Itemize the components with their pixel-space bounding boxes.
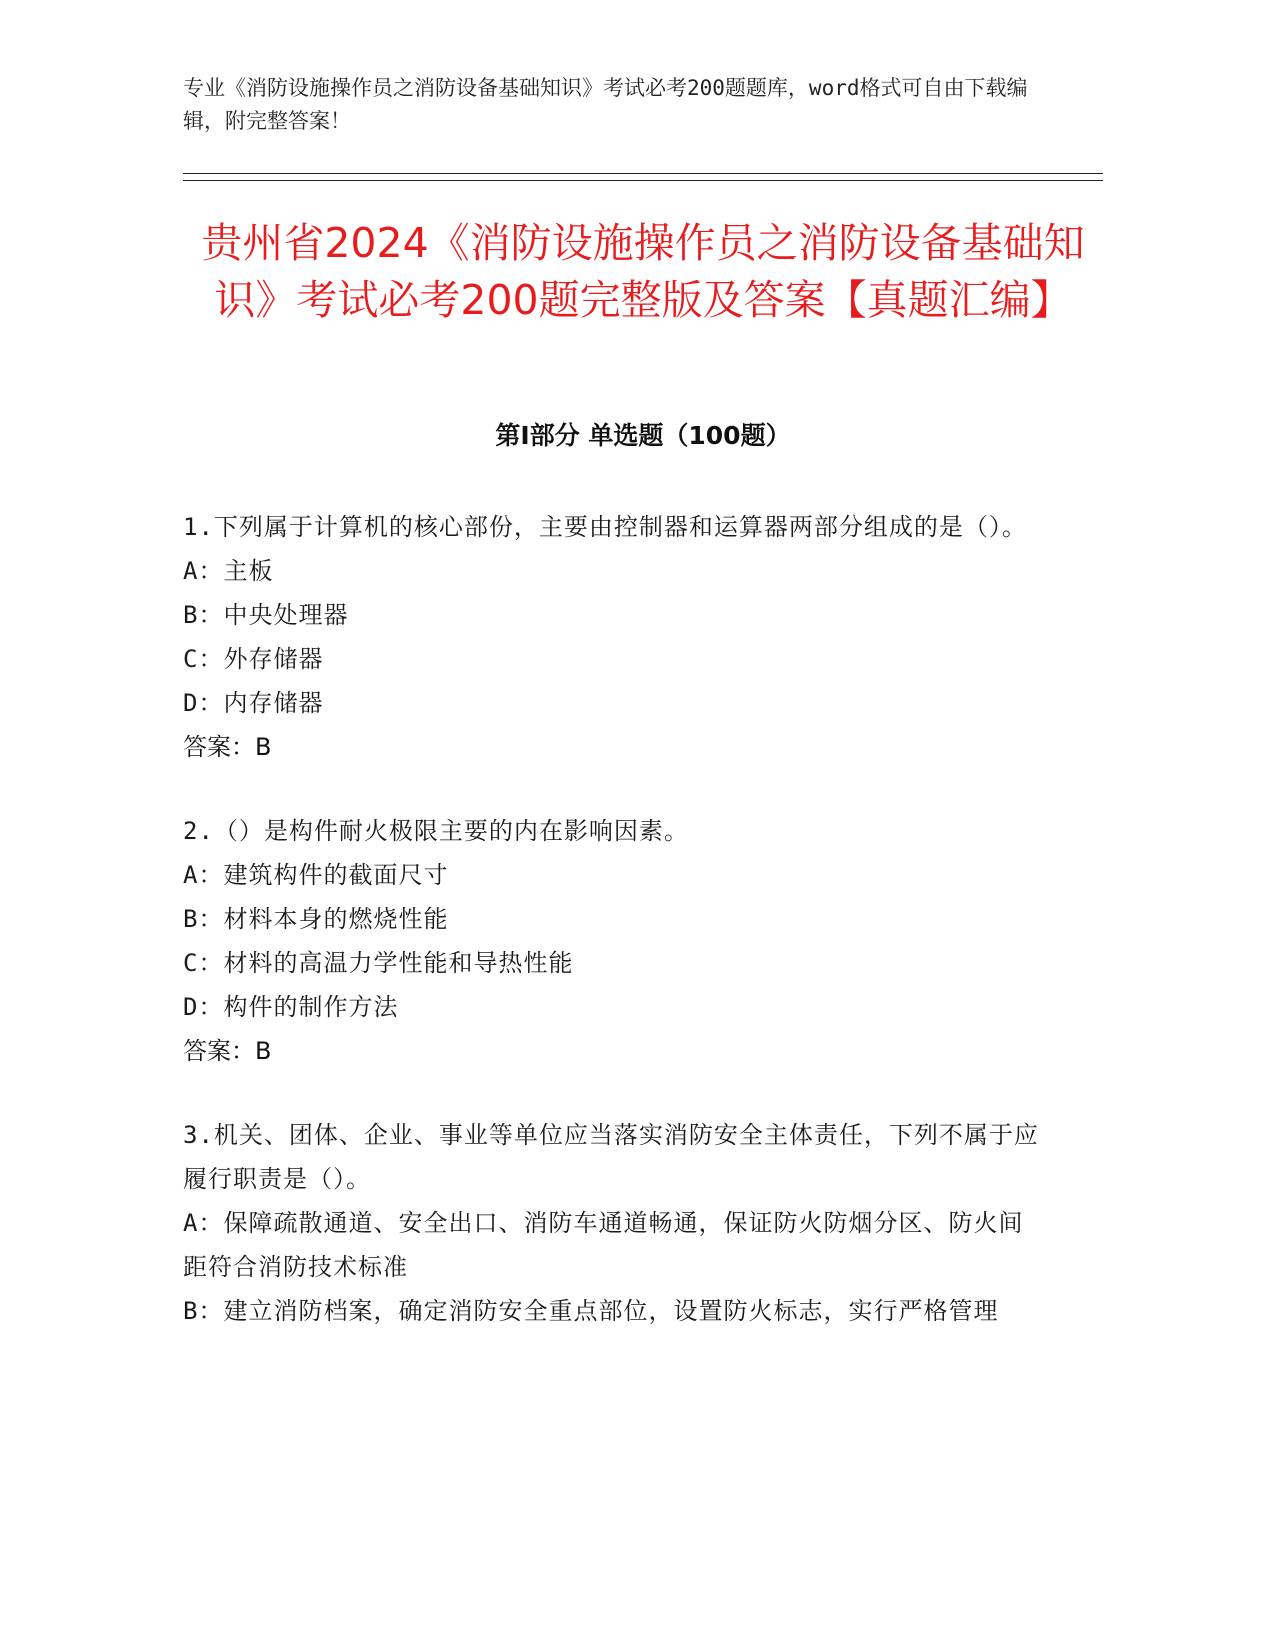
option-b: B：中央处理器 [183,601,349,629]
header-rule-bottom [183,180,1103,181]
question-text: 1.下列属于计算机的核心部份，主要由控制器和运算器两部分组成的是（）。 [183,513,1027,541]
option-a: A：保障疏散通道、安全出口、消防车通道畅通，保证防火防烟分区、防火间距符合消防技术标准 [183,1209,1024,1281]
option-c: C：外存储器 [183,645,324,673]
question-text: 2.（）是构件耐火极限主要的内在影响因素。 [183,817,689,845]
answer-line: 答案：B [183,733,272,761]
question-list [183,505,1043,1373]
option-b: B：建立消防档案，确定消防安全重点部位，设置防火标志，实行严格管理 [183,1297,999,1325]
option-a: A：主板 [183,557,274,585]
option-d: D：构件的制作方法 [183,993,399,1021]
header-rule-top [183,173,1103,174]
question-item [183,1113,1043,1333]
option-d: D：内存储器 [183,689,324,717]
option-b: B：材料本身的燃烧性能 [183,905,449,933]
option-c: C：材料的高温力学性能和导热性能 [183,949,574,977]
document-title: 贵州省2024《消防设施操作员之消防设备基础知识》考试必考200题完整版及答案【真题汇编】 [201,219,1085,324]
option-a: A：建筑构件的截面尺寸 [183,861,449,889]
answer-line: 答案：B [183,1037,272,1065]
question-text: 3.机关、团体、企业、事业等单位应当落实消防安全主体责任，下列不属于应履行职责是（）。 [183,1121,1039,1193]
header-note: 专业《消防设施操作员之消防设备基础知识》考试必考200题题库，word格式可自由下载编辑，附完整答案！ [183,76,1028,133]
question-item [183,505,1043,769]
question-item [183,809,1043,1073]
section-heading: 第I部分 单选题（100题） [495,421,791,450]
